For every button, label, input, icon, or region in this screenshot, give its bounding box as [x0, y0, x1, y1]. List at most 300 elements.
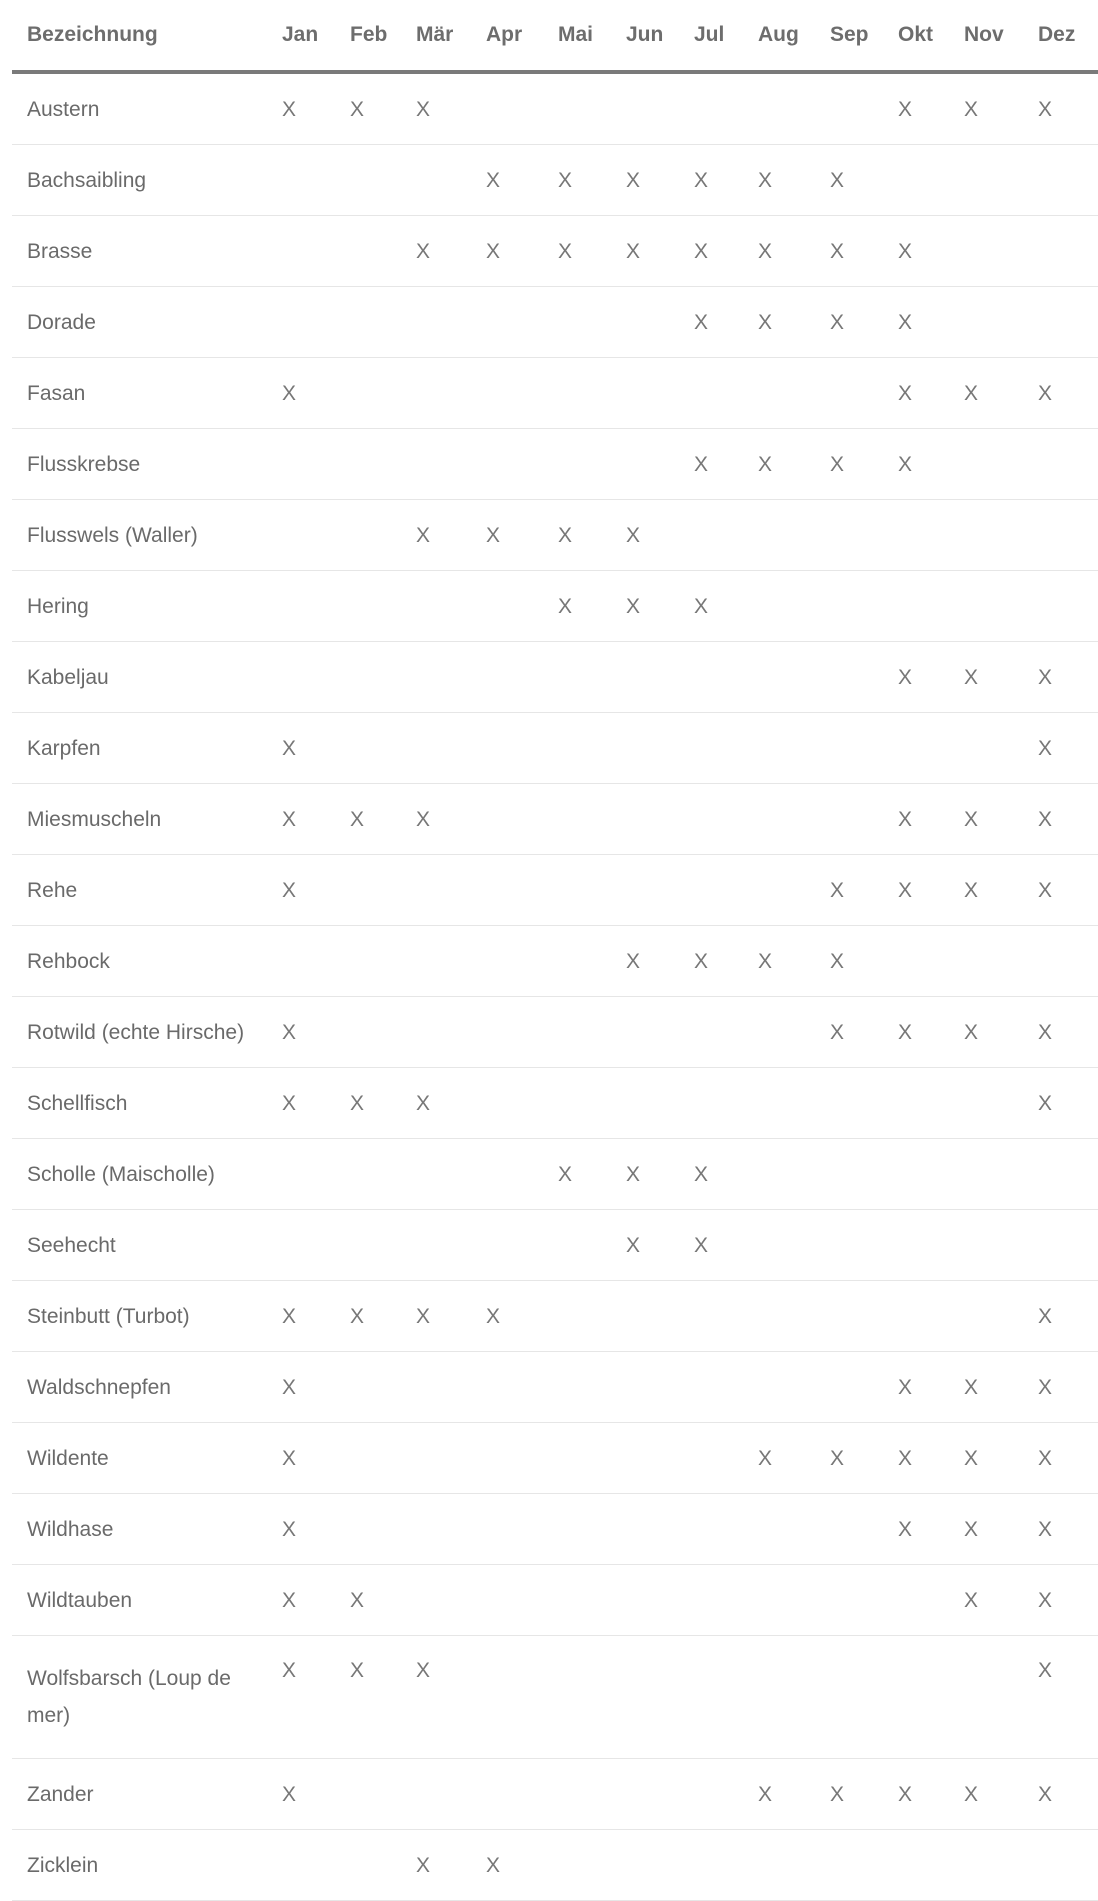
table-row: [12, 358, 1098, 429]
season-mark: [678, 784, 742, 855]
season-mark: [266, 926, 334, 997]
season-mark: [400, 1494, 470, 1565]
item-name: Fasan: [12, 358, 266, 429]
season-mark: X: [882, 72, 948, 145]
season-mark: [266, 429, 334, 500]
table-row: [12, 997, 1098, 1068]
season-mark: [948, 571, 1022, 642]
season-mark: [742, 784, 814, 855]
season-mark: [610, 1281, 678, 1352]
season-mark: X: [542, 500, 610, 571]
season-mark: [882, 1830, 948, 1901]
season-mark: [882, 1210, 948, 1281]
season-mark: X: [882, 642, 948, 713]
season-mark: [266, 1830, 334, 1901]
season-mark: [1022, 571, 1098, 642]
season-mark: [610, 72, 678, 145]
season-mark: X: [266, 784, 334, 855]
season-mark: [742, 571, 814, 642]
item-name: Wildente: [12, 1423, 266, 1494]
season-mark: [542, 1068, 610, 1139]
season-mark: X: [1022, 713, 1098, 784]
season-mark: X: [948, 358, 1022, 429]
season-mark: X: [334, 1068, 400, 1139]
season-mark: [334, 571, 400, 642]
season-mark: [742, 1139, 814, 1210]
item-name: Schellfisch: [12, 1068, 266, 1139]
season-mark: X: [542, 145, 610, 216]
season-mark: X: [948, 1352, 1022, 1423]
table-body: [12, 72, 1098, 1901]
table-row: [12, 287, 1098, 358]
season-mark: [266, 216, 334, 287]
season-mark: X: [948, 642, 1022, 713]
season-mark: X: [542, 571, 610, 642]
season-mark: [610, 997, 678, 1068]
season-mark: X: [678, 1139, 742, 1210]
season-mark: [266, 1210, 334, 1281]
season-mark: X: [610, 1210, 678, 1281]
season-mark: [400, 997, 470, 1068]
season-mark: [470, 287, 542, 358]
season-mark: [678, 1759, 742, 1830]
season-mark: [266, 287, 334, 358]
season-mark: [470, 642, 542, 713]
header-month-apr: Apr: [470, 0, 542, 72]
season-mark: [1022, 1830, 1098, 1901]
item-name: Dorade: [12, 287, 266, 358]
season-mark: [470, 713, 542, 784]
season-mark: [334, 1210, 400, 1281]
season-mark: [948, 1068, 1022, 1139]
season-mark: [814, 1636, 882, 1759]
table-row: [12, 1494, 1098, 1565]
season-mark: [742, 855, 814, 926]
table-row: [12, 500, 1098, 571]
season-mark: [542, 1636, 610, 1759]
season-mark: [610, 358, 678, 429]
table-row: [12, 72, 1098, 145]
season-mark: [610, 1830, 678, 1901]
season-mark: [470, 358, 542, 429]
season-mark: X: [678, 216, 742, 287]
season-mark: X: [266, 1068, 334, 1139]
season-mark: [542, 287, 610, 358]
season-mark: [1022, 287, 1098, 358]
season-mark: [542, 1830, 610, 1901]
season-mark: X: [266, 1759, 334, 1830]
season-mark: [400, 287, 470, 358]
header-month-mar: Mär: [400, 0, 470, 72]
season-mark: X: [400, 784, 470, 855]
season-mark: X: [1022, 1423, 1098, 1494]
season-mark: [814, 571, 882, 642]
season-mark: X: [948, 784, 1022, 855]
season-mark: [948, 287, 1022, 358]
season-mark: X: [1022, 1068, 1098, 1139]
season-mark: [678, 1565, 742, 1636]
season-mark: [470, 1139, 542, 1210]
season-mark: [742, 1565, 814, 1636]
season-mark: [334, 287, 400, 358]
header-month-jul: Jul: [678, 0, 742, 72]
season-mark: [742, 1210, 814, 1281]
season-mark: [334, 429, 400, 500]
season-mark: [882, 571, 948, 642]
season-mark: [678, 500, 742, 571]
season-mark: X: [470, 216, 542, 287]
season-mark: X: [266, 72, 334, 145]
item-name: Steinbutt (Turbot): [12, 1281, 266, 1352]
season-mark: [470, 1494, 542, 1565]
season-mark: X: [266, 1281, 334, 1352]
season-mark: [678, 1830, 742, 1901]
season-mark: X: [400, 72, 470, 145]
season-mark: [814, 1068, 882, 1139]
season-mark: [610, 1423, 678, 1494]
season-mark: X: [266, 1494, 334, 1565]
season-mark: [334, 642, 400, 713]
season-mark: X: [742, 145, 814, 216]
season-table: [12, 0, 1098, 1901]
season-mark: X: [742, 216, 814, 287]
season-mark: X: [266, 1565, 334, 1636]
season-mark: [882, 713, 948, 784]
season-mark: X: [400, 1281, 470, 1352]
season-mark: X: [334, 1281, 400, 1352]
item-name: Zicklein: [12, 1830, 266, 1901]
season-mark: [266, 500, 334, 571]
season-mark: X: [1022, 358, 1098, 429]
season-mark: X: [400, 1636, 470, 1759]
season-mark: [814, 358, 882, 429]
season-mark: [948, 1281, 1022, 1352]
season-mark: [742, 1068, 814, 1139]
season-mark: [678, 713, 742, 784]
season-mark: [948, 1636, 1022, 1759]
season-mark: [334, 997, 400, 1068]
season-mark: [266, 145, 334, 216]
season-mark: [542, 784, 610, 855]
season-mark: [678, 72, 742, 145]
season-mark: [400, 713, 470, 784]
season-mark: [542, 1352, 610, 1423]
season-mark: X: [814, 1759, 882, 1830]
season-mark: [334, 855, 400, 926]
season-mark: [882, 1139, 948, 1210]
season-mark: X: [1022, 642, 1098, 713]
season-mark: X: [678, 571, 742, 642]
table-row: [12, 145, 1098, 216]
header-month-aug: Aug: [742, 0, 814, 72]
season-mark: [400, 1139, 470, 1210]
season-mark: X: [1022, 997, 1098, 1068]
item-name: Zander: [12, 1759, 266, 1830]
season-mark: X: [678, 429, 742, 500]
season-mark: X: [814, 145, 882, 216]
season-mark: [742, 500, 814, 571]
item-name: Hering: [12, 571, 266, 642]
season-mark: [882, 145, 948, 216]
season-mark: [742, 1494, 814, 1565]
item-name: Rotwild (echte Hirsche): [12, 997, 266, 1068]
table-row: [12, 1139, 1098, 1210]
season-mark: [400, 1423, 470, 1494]
season-mark: [334, 216, 400, 287]
season-mark: X: [266, 713, 334, 784]
season-mark: [742, 642, 814, 713]
season-mark: [1022, 216, 1098, 287]
season-mark: [334, 1830, 400, 1901]
season-mark: [470, 429, 542, 500]
season-mark: X: [814, 287, 882, 358]
season-mark: X: [882, 1352, 948, 1423]
season-mark: [542, 1281, 610, 1352]
item-name: Flusswels (Waller): [12, 500, 266, 571]
season-mark: [542, 1494, 610, 1565]
season-mark: [814, 1139, 882, 1210]
header-month-jun: Jun: [610, 0, 678, 72]
season-mark: [814, 1565, 882, 1636]
season-mark: [610, 1352, 678, 1423]
season-mark: X: [882, 1423, 948, 1494]
season-mark: [948, 1830, 1022, 1901]
item-name: Kabeljau: [12, 642, 266, 713]
season-mark: [470, 1352, 542, 1423]
season-mark: [334, 500, 400, 571]
season-mark: [610, 1636, 678, 1759]
table-row: [12, 571, 1098, 642]
season-mark: X: [948, 1759, 1022, 1830]
season-mark: X: [742, 1423, 814, 1494]
season-mark: X: [334, 784, 400, 855]
season-mark: [470, 1423, 542, 1494]
season-mark: [742, 1636, 814, 1759]
season-mark: [678, 1352, 742, 1423]
season-mark: [678, 1636, 742, 1759]
season-mark: X: [882, 429, 948, 500]
season-mark: X: [1022, 1636, 1098, 1759]
season-mark: [742, 358, 814, 429]
season-mark: [678, 997, 742, 1068]
season-mark: [814, 642, 882, 713]
season-mark: X: [678, 926, 742, 997]
season-mark: [742, 997, 814, 1068]
season-mark: [334, 1494, 400, 1565]
season-mark: X: [814, 1423, 882, 1494]
season-mark: [948, 1139, 1022, 1210]
table-row: [12, 1636, 1098, 1759]
season-mark: X: [742, 926, 814, 997]
item-name: Wildtauben: [12, 1565, 266, 1636]
season-mark: [948, 216, 1022, 287]
season-mark: [610, 642, 678, 713]
season-mark: [334, 1139, 400, 1210]
season-mark: X: [678, 1210, 742, 1281]
season-mark: [814, 1494, 882, 1565]
season-mark: [610, 1759, 678, 1830]
item-name: Seehecht: [12, 1210, 266, 1281]
season-mark: X: [334, 1565, 400, 1636]
season-mark: [742, 72, 814, 145]
season-mark: X: [882, 784, 948, 855]
header-month-nov: Nov: [948, 0, 1022, 72]
season-mark: X: [814, 855, 882, 926]
table-header: [12, 0, 1098, 72]
season-mark: [814, 72, 882, 145]
table-row: [12, 642, 1098, 713]
table-row: [12, 216, 1098, 287]
season-mark: X: [470, 145, 542, 216]
season-mark: [542, 429, 610, 500]
season-mark: [266, 1139, 334, 1210]
season-mark: [470, 1210, 542, 1281]
season-mark: [470, 926, 542, 997]
season-mark: X: [1022, 1759, 1098, 1830]
item-name: Bachsaibling: [12, 145, 266, 216]
season-mark: X: [948, 997, 1022, 1068]
season-mark: X: [542, 216, 610, 287]
season-mark: [610, 855, 678, 926]
season-mark: [400, 1565, 470, 1636]
season-mark: X: [948, 855, 1022, 926]
season-mark: [400, 1352, 470, 1423]
season-mark: [542, 997, 610, 1068]
season-mark: [814, 1281, 882, 1352]
season-mark: X: [266, 855, 334, 926]
season-mark: [400, 145, 470, 216]
season-mark: X: [334, 1636, 400, 1759]
season-mark: [814, 1830, 882, 1901]
header-month-feb: Feb: [334, 0, 400, 72]
season-mark: [814, 784, 882, 855]
season-mark: X: [1022, 72, 1098, 145]
season-mark: [814, 500, 882, 571]
season-mark: [882, 1068, 948, 1139]
season-mark: X: [610, 926, 678, 997]
season-mark: [400, 358, 470, 429]
header-name: Bezeichnung: [12, 0, 266, 72]
season-mark: X: [882, 997, 948, 1068]
season-mark: X: [610, 1139, 678, 1210]
table-row: [12, 1565, 1098, 1636]
season-mark: X: [266, 1423, 334, 1494]
season-mark: X: [882, 216, 948, 287]
season-mark: [742, 1830, 814, 1901]
season-mark: [610, 1565, 678, 1636]
season-mark: [610, 429, 678, 500]
season-mark: X: [1022, 1565, 1098, 1636]
table-row: [12, 1759, 1098, 1830]
season-mark: [678, 1423, 742, 1494]
season-mark: X: [470, 1830, 542, 1901]
season-mark: [678, 1068, 742, 1139]
header-month-sep: Sep: [814, 0, 882, 72]
season-mark: [542, 926, 610, 997]
season-mark: X: [882, 855, 948, 926]
season-mark: [1022, 1210, 1098, 1281]
season-mark: [334, 358, 400, 429]
season-mark: [400, 1759, 470, 1830]
season-mark: X: [266, 358, 334, 429]
season-mark: [266, 642, 334, 713]
season-mark: [814, 713, 882, 784]
season-mark: [742, 1281, 814, 1352]
season-mark: [470, 1759, 542, 1830]
season-mark: X: [610, 145, 678, 216]
season-mark: X: [948, 1494, 1022, 1565]
item-name: Rehbock: [12, 926, 266, 997]
header-month-jan: Jan: [266, 0, 334, 72]
season-mark: [948, 500, 1022, 571]
season-mark: [742, 1352, 814, 1423]
season-mark: [542, 1423, 610, 1494]
season-mark: [610, 784, 678, 855]
season-mark: X: [678, 145, 742, 216]
season-mark: [470, 855, 542, 926]
season-mark: [542, 642, 610, 713]
season-mark: [470, 1068, 542, 1139]
table-row: [12, 1830, 1098, 1901]
season-mark: X: [400, 216, 470, 287]
season-mark: [470, 72, 542, 145]
season-mark: [334, 1352, 400, 1423]
season-mark: [400, 571, 470, 642]
season-mark: [882, 926, 948, 997]
season-mark: [948, 713, 1022, 784]
season-mark: X: [948, 1423, 1022, 1494]
season-mark: [334, 1423, 400, 1494]
season-mark: X: [610, 216, 678, 287]
season-mark: X: [882, 1494, 948, 1565]
season-mark: [882, 1636, 948, 1759]
season-mark: [678, 1281, 742, 1352]
season-mark: [1022, 1139, 1098, 1210]
table-row: [12, 1423, 1098, 1494]
season-mark: [400, 926, 470, 997]
season-mark: X: [266, 1636, 334, 1759]
season-mark: [1022, 500, 1098, 571]
header-month-oct: Okt: [882, 0, 948, 72]
season-mark: [678, 642, 742, 713]
table-row: [12, 713, 1098, 784]
season-mark: X: [400, 500, 470, 571]
item-name: Flusskrebse: [12, 429, 266, 500]
season-mark: [542, 72, 610, 145]
season-table-container: [12, 0, 1086, 1901]
table-row: [12, 784, 1098, 855]
season-mark: [334, 926, 400, 997]
season-mark: [948, 1210, 1022, 1281]
season-mark: [1022, 926, 1098, 997]
season-mark: X: [542, 1139, 610, 1210]
season-mark: X: [400, 1068, 470, 1139]
item-name: Wolfsbarsch (Loup de mer): [12, 1636, 266, 1759]
table-row: [12, 926, 1098, 997]
table-row: [12, 1352, 1098, 1423]
season-mark: X: [678, 287, 742, 358]
season-mark: [882, 1281, 948, 1352]
season-mark: X: [882, 287, 948, 358]
season-mark: X: [400, 1830, 470, 1901]
season-mark: [470, 997, 542, 1068]
item-name: Brasse: [12, 216, 266, 287]
season-mark: [882, 1565, 948, 1636]
season-mark: [400, 429, 470, 500]
season-mark: X: [814, 997, 882, 1068]
season-mark: X: [1022, 1494, 1098, 1565]
season-mark: X: [1022, 784, 1098, 855]
